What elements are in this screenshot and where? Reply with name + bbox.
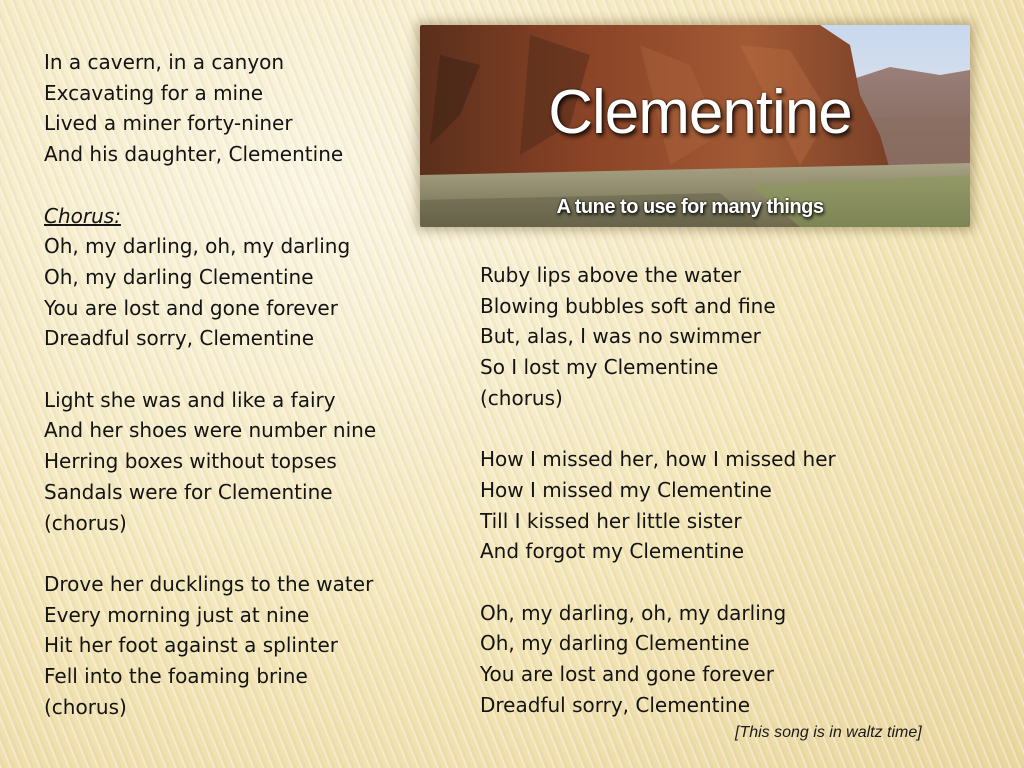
- lyric-line: You are lost and gone forever: [480, 662, 774, 687]
- waltz-time-note: [This song is in waltz time]: [735, 724, 922, 741]
- slide-subtitle: A tune to use for many things: [556, 196, 824, 218]
- lyric-line: Oh, my darling Clementine: [44, 264, 314, 289]
- lyric-line: Light she was and like a fairy: [44, 387, 336, 412]
- lyric-line: Blowing bubbles soft and fine: [480, 293, 776, 318]
- lyric-line: Sandals were for Clementine: [44, 479, 333, 504]
- verse-4: [480, 260, 900, 414]
- lyrics-right-column: [480, 260, 900, 751]
- lyric-line: And her shoes were number nine: [44, 418, 377, 443]
- lyric-line: Oh, my darling, oh, my darling: [480, 600, 787, 625]
- chorus-marker: (chorus): [44, 510, 127, 535]
- lyric-line: And forgot my Clementine: [480, 539, 745, 564]
- lyric-line: Oh, my darling Clementine: [480, 631, 750, 656]
- lyric-line: Oh, my darling, oh, my darling: [44, 234, 351, 259]
- lyric-line: In a cavern, in a canyon: [44, 50, 285, 74]
- lyric-line: Drove her ducklings to the water: [44, 571, 374, 596]
- chorus-marker: (chorus): [44, 694, 127, 719]
- lyric-line: Fell into the foaming brine: [44, 664, 308, 689]
- lyrics-left-column: [44, 47, 424, 753]
- chorus: [44, 201, 424, 355]
- chorus-marker: (chorus): [480, 385, 563, 410]
- lyric-line: Excavating for a mine: [44, 80, 264, 105]
- lyric-line: But, alas, I was no swimmer: [480, 324, 761, 349]
- verse-5: [480, 444, 900, 567]
- verse-3: [44, 569, 424, 723]
- lyric-line: Till I kissed her little sister: [480, 508, 742, 533]
- verse-1: [44, 47, 424, 170]
- lyric-line: Dreadful sorry, Clementine: [44, 326, 315, 351]
- lyric-line: So I lost my Clementine: [480, 355, 719, 380]
- lyric-line: How I missed her, how I missed her: [480, 447, 836, 472]
- lyric-line: Every morning just at nine: [44, 602, 310, 627]
- final-chorus: [480, 598, 900, 721]
- verse-2: [44, 385, 424, 539]
- slide-title: Clementine: [548, 78, 852, 147]
- canyon-banner-image: [420, 25, 970, 227]
- lyric-line: Dreadful sorry, Clementine: [480, 692, 751, 717]
- chorus-label-line: [44, 201, 424, 232]
- lyric-line: And his daughter, Clementine: [44, 142, 344, 167]
- lyric-line: How I missed my Clementine: [480, 477, 772, 502]
- lyric-line: Hit her foot against a splinter: [44, 633, 339, 658]
- lyric-line: Ruby lips above the water: [480, 263, 741, 287]
- lyric-line: You are lost and gone forever: [44, 295, 338, 320]
- lyric-line: Lived a miner forty-niner: [44, 111, 293, 136]
- chorus-label: Chorus:: [44, 203, 121, 228]
- lyric-line: Herring boxes without topses: [44, 449, 337, 474]
